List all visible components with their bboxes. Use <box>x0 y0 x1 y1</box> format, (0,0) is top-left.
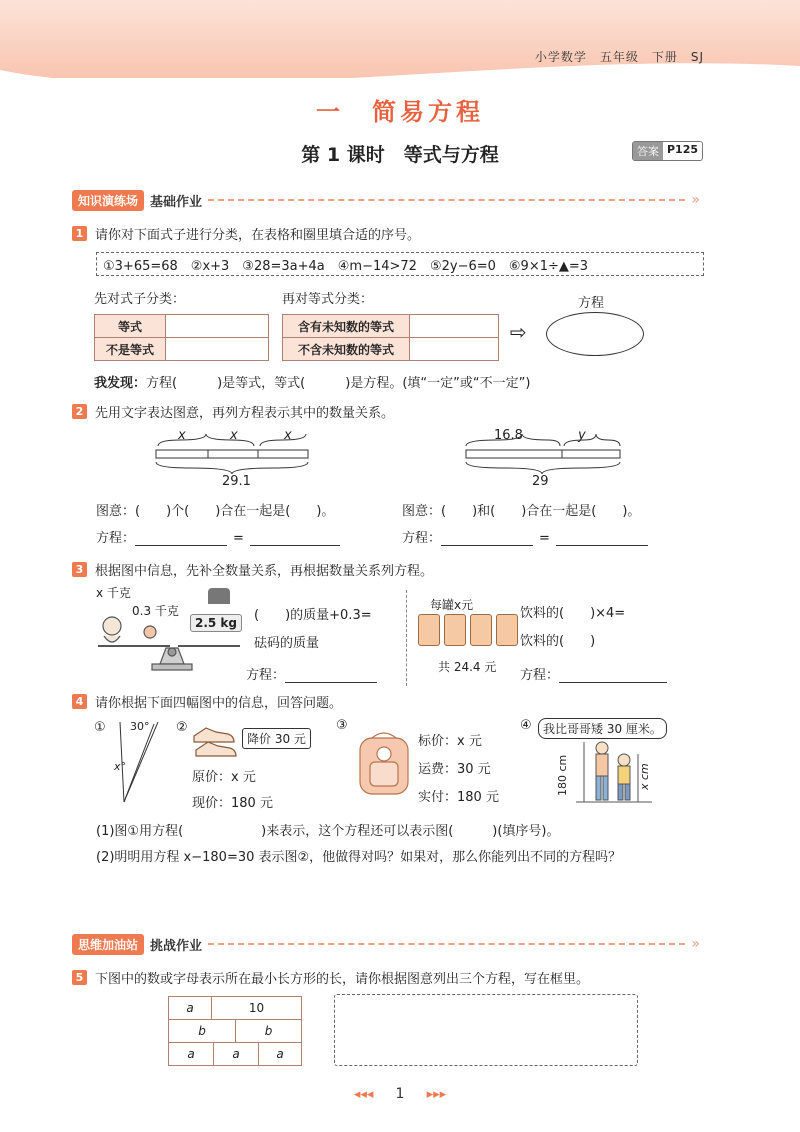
header-info: 小学数学 五年级 下册 SJ <box>534 50 704 64</box>
current-price: 现价：180 元 <box>192 796 273 811</box>
prev-arrows-icon: ◂◂◂ <box>353 1087 374 1102</box>
question-text: 根据图中信息，先补全数量关系，再根据数量关系列方程。 <box>95 564 434 579</box>
equation-table <box>94 314 269 361</box>
segment-label: x <box>178 428 186 443</box>
height-label: x cm <box>638 763 651 790</box>
eq-label: 方程： <box>520 668 560 683</box>
divider <box>406 590 407 686</box>
equation-line <box>246 664 377 683</box>
answer-box[interactable] <box>334 994 638 1066</box>
section-basic-bar <box>72 190 700 210</box>
question-number: 4 <box>72 694 87 709</box>
eq-blank[interactable] <box>250 531 340 546</box>
grid-cell: a <box>169 1043 214 1065</box>
relation-1[interactable]: ( )的质量+0.3= <box>254 608 372 623</box>
answer-label: 答案 <box>633 142 663 160</box>
double-chevron-icon: » <box>691 936 700 952</box>
question-1 <box>72 224 420 243</box>
eq-blank[interactable] <box>135 531 227 546</box>
grid-cell: 10 <box>248 1001 265 1015</box>
double-chevron-icon: » <box>691 192 700 208</box>
weight-label: 2.5 kg <box>190 614 242 632</box>
discovery-text-1: 方程( <box>146 376 178 391</box>
question-number: 2 <box>72 404 87 419</box>
eq-blank[interactable] <box>556 531 648 546</box>
arrow-icon: ⇨ <box>510 320 527 344</box>
question-number: 5 <box>72 970 87 985</box>
equation-line-left <box>96 527 340 546</box>
relation-2: 砝码的质量 <box>254 636 320 651</box>
section-tag: 思维加油站 <box>72 934 144 955</box>
eq-label: 方程： <box>402 531 442 546</box>
formula-list: ①3+65=68 ②x+3 ③28=3a+4a ④m−14>72 ⑤2y−6=0 ⑥9×1÷▲=3 <box>96 252 704 276</box>
lesson-title: 第 1 课时 等式与方程 <box>301 144 499 166</box>
discount-tag: 降价 30 元 <box>242 728 311 749</box>
section-divider <box>208 943 685 945</box>
section-sub: 基础作业 <box>150 194 203 210</box>
question-text: 先用文字表达图意，再列方程表示其中的数量关系。 <box>95 406 395 421</box>
page-number: 1 <box>395 1086 405 1102</box>
can-icon <box>444 614 466 646</box>
answer-cell[interactable] <box>166 315 269 338</box>
speech-bubble: 我比哥哥矮 30 厘米。 <box>538 718 667 739</box>
equation-line <box>520 664 667 683</box>
backpack-icon <box>352 728 416 800</box>
grid-cell: b <box>169 1020 236 1042</box>
table-label: 不是等式 <box>95 338 166 361</box>
section-challenge-bar <box>72 934 700 954</box>
segment-total: 29.1 <box>222 474 251 489</box>
fig-number: ② <box>176 720 188 735</box>
brothers-image <box>566 740 666 806</box>
eq-label: 方程： <box>96 531 136 546</box>
cat-label: x 千克 <box>96 586 131 600</box>
question-2 <box>72 402 394 421</box>
can-icon <box>418 614 440 646</box>
segment-label: x <box>230 428 238 443</box>
eq-sign: = <box>539 531 550 546</box>
answer-cell[interactable] <box>410 315 499 338</box>
meaning-right[interactable]: 图意：( )和( )合在一起是( )。 <box>402 504 641 519</box>
question-3 <box>72 560 433 579</box>
relation-3[interactable]: 饮料的( )×4= <box>520 606 626 621</box>
shipping-fee: 运费：30 元 <box>418 762 491 777</box>
grid-cell: a <box>276 1047 284 1061</box>
meaning-left[interactable]: 图意：( )个( )合在一起是( )。 <box>96 504 335 519</box>
sub-question-1[interactable]: (1)图①用方程( )来表示，这个方程还可以表示图( )(填序号)。 <box>96 824 560 839</box>
cans-image <box>418 614 518 646</box>
discovery-label: 我发现： <box>94 376 147 391</box>
segment-label: x <box>284 428 292 443</box>
grid-cell: a <box>169 997 212 1019</box>
table-label: 含有未知数的等式 <box>283 315 410 338</box>
actual-paid: 实付：180 元 <box>418 790 499 805</box>
question-number: 3 <box>72 562 87 577</box>
can-label: 每罐x元 <box>430 598 474 612</box>
can-icon <box>470 614 492 646</box>
sub-question-2[interactable]: (2)明明用方程 x−180=30 表示图②，他做得对吗？如果对，那么你能列出不同的方程吗？ <box>96 850 622 865</box>
discovery-line <box>94 372 530 391</box>
shoes-icon <box>192 722 238 758</box>
unknown-table <box>282 314 499 361</box>
table-label: 不含未知数的等式 <box>283 338 410 361</box>
total-label: 共 24.4 元 <box>438 660 497 674</box>
question-text: 请你对下面式子进行分类，在表格和圈里填合适的序号。 <box>95 228 421 243</box>
segment-label: 16.8 <box>494 428 523 443</box>
ellipse-label: 方程 <box>578 296 605 311</box>
rectangle-grid <box>168 996 302 1066</box>
unit-title: 一 简易方程 <box>316 98 484 126</box>
eq-label: 方程： <box>246 668 286 683</box>
original-price: 原价：x 元 <box>192 770 256 785</box>
segment-total: 29 <box>532 474 549 489</box>
table-label: 等式 <box>95 315 166 338</box>
ball-label: 0.3 千克 <box>132 604 179 618</box>
first-classify-label: 先对式子分类： <box>94 292 186 307</box>
section-sub: 挑战作业 <box>150 938 203 954</box>
grid-cell: b <box>264 1024 273 1038</box>
fig-number: ③ <box>336 718 348 733</box>
page-footer <box>0 1086 800 1102</box>
eq-blank[interactable] <box>285 668 377 683</box>
angle-label: 30° <box>130 720 150 733</box>
weight-handle <box>208 588 230 604</box>
equation-line-right <box>402 527 648 546</box>
tag-price: 标价：x 元 <box>418 734 482 749</box>
relation-4[interactable]: 饮料的( ) <box>520 634 596 649</box>
segment-label: y <box>578 428 586 443</box>
question-text: 下图中的数或字母表示所在最小长方形的长，请你根据图意列出三个方程，写在框里。 <box>95 972 590 987</box>
grid-cell: a <box>214 1043 259 1065</box>
question-number: 1 <box>72 226 87 241</box>
answer-cell[interactable] <box>166 338 269 361</box>
section-tag: 知识演练场 <box>72 190 144 211</box>
question-5 <box>72 968 589 987</box>
discovery-text-3: )是方程。(填“一定”或“不一定”) <box>345 376 531 391</box>
height-label: 180 cm <box>556 754 569 796</box>
answer-page: P125 <box>667 143 699 156</box>
eq-blank[interactable] <box>559 668 667 683</box>
can-icon <box>496 614 518 646</box>
eq-sign: = <box>233 531 244 546</box>
angle-label: x° <box>114 760 127 773</box>
discovery-text-2: )是等式，等式( <box>217 376 306 391</box>
section-divider <box>208 199 685 201</box>
second-classify-label: 再对等式分类： <box>282 292 374 307</box>
next-arrows-icon: ▸▸▸ <box>426 1087 447 1102</box>
question-4 <box>72 692 342 711</box>
eq-blank[interactable] <box>441 531 533 546</box>
fig-number: ④ <box>520 718 532 733</box>
question-text: 请你根据下面四幅图中的信息，回答问题。 <box>95 696 343 711</box>
answer-tag[interactable] <box>632 141 703 161</box>
equation-ellipse[interactable] <box>546 312 644 356</box>
fig-number: ① <box>94 720 106 735</box>
answer-cell[interactable] <box>410 338 499 361</box>
